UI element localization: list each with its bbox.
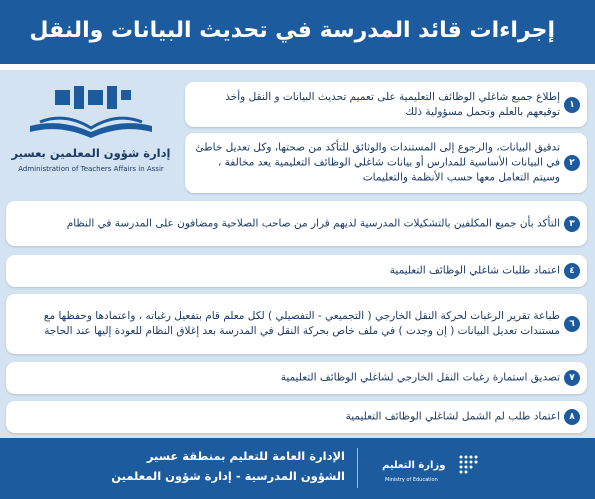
step-number: ٤ (564, 263, 580, 279)
step-number: ١ (564, 97, 580, 113)
step-text: إطلاع جميع شاغلي الوظائف التعليمية على تعميم تحديث البيانات و النقل وأخذ توقيعهم بالعلم وتحمل مسؤولية ذلك (225, 90, 560, 118)
step-text: التأكد بأن جميع المكلفين بالتشكيلات المدرسية لديهم قرار من صاحب الصلاحية ومضافون على المدرسة في النظام (66, 217, 560, 229)
step-number: ٢ (564, 155, 580, 171)
step-number: ٧ (564, 370, 580, 386)
step-card-7 (6, 362, 587, 394)
step-number: ٣ (564, 216, 580, 232)
logo-english-name: Administration of Teachers Affairs in Assir (18, 165, 164, 173)
step-text: تصديق استمارة رغبات النقل الخارجي لشاغلي الوظائف التعليمية (280, 371, 560, 384)
ministry-name: وزارة التعليم (382, 460, 446, 471)
step-card-4 (6, 255, 587, 287)
step-text: اعتماد طلبات شاغلي الوظائف التعليمية (389, 264, 560, 277)
step-number: ٦ (564, 316, 580, 332)
step-text: اعتماد طلب لم الشمل لشاغلي الوظائف التعليمية (345, 410, 560, 423)
book-logo-icon (10, 82, 172, 144)
step-text: طباعة تقرير الرغبات لحركة النقل الخارجي ( التجميعي - التفصيلي ) لكل معلم قام بتفعيل رغباته ، واعتمادها وحفظها مع مستندات تعديل البيانات ( إن وجدت ) في ملف خاص بحركة النقل في المدرسة بعد إغلاق النظام للعودة إليها عند الحاجة (43, 310, 560, 337)
logo-arabic-name: إدارة شؤون المعلمين بعسير (11, 146, 171, 160)
footer-directorate: الإدارة العامة للتعليم بمنطقة عسير (146, 449, 345, 463)
footer-banner (0, 438, 595, 499)
teachers-affairs-logo (10, 82, 172, 192)
ministry-name-en: Ministry of Education (385, 477, 438, 483)
step-card-1 (185, 82, 587, 127)
step-number: ٨ (564, 409, 580, 425)
step-card-6 (6, 294, 587, 354)
step-text: تدقيق البيانات، والرجوع إلى المستندات والوثائق للتأكد من صحتها، وكل تعديل خاطئ في البيانات الأساسية للمدارس أو بيانات شاغلي الوظائف التعليمية يعد مخالفة ، وسيتم التعامل معها حسب الأنظمة والتعليمات (195, 141, 560, 184)
step-card-8 (6, 401, 587, 433)
header-banner (0, 0, 595, 68)
page-title: إجراءات قائد المدرسة في تحديث البيانات والنقل (29, 18, 555, 43)
footer-divider (357, 448, 358, 488)
footer-department: الشؤون المدرسية - إدارة شؤون المعلمين (111, 469, 345, 483)
step-card-2 (185, 133, 587, 193)
ministry-logo-icon (458, 454, 478, 474)
step-card-3 (6, 201, 587, 246)
